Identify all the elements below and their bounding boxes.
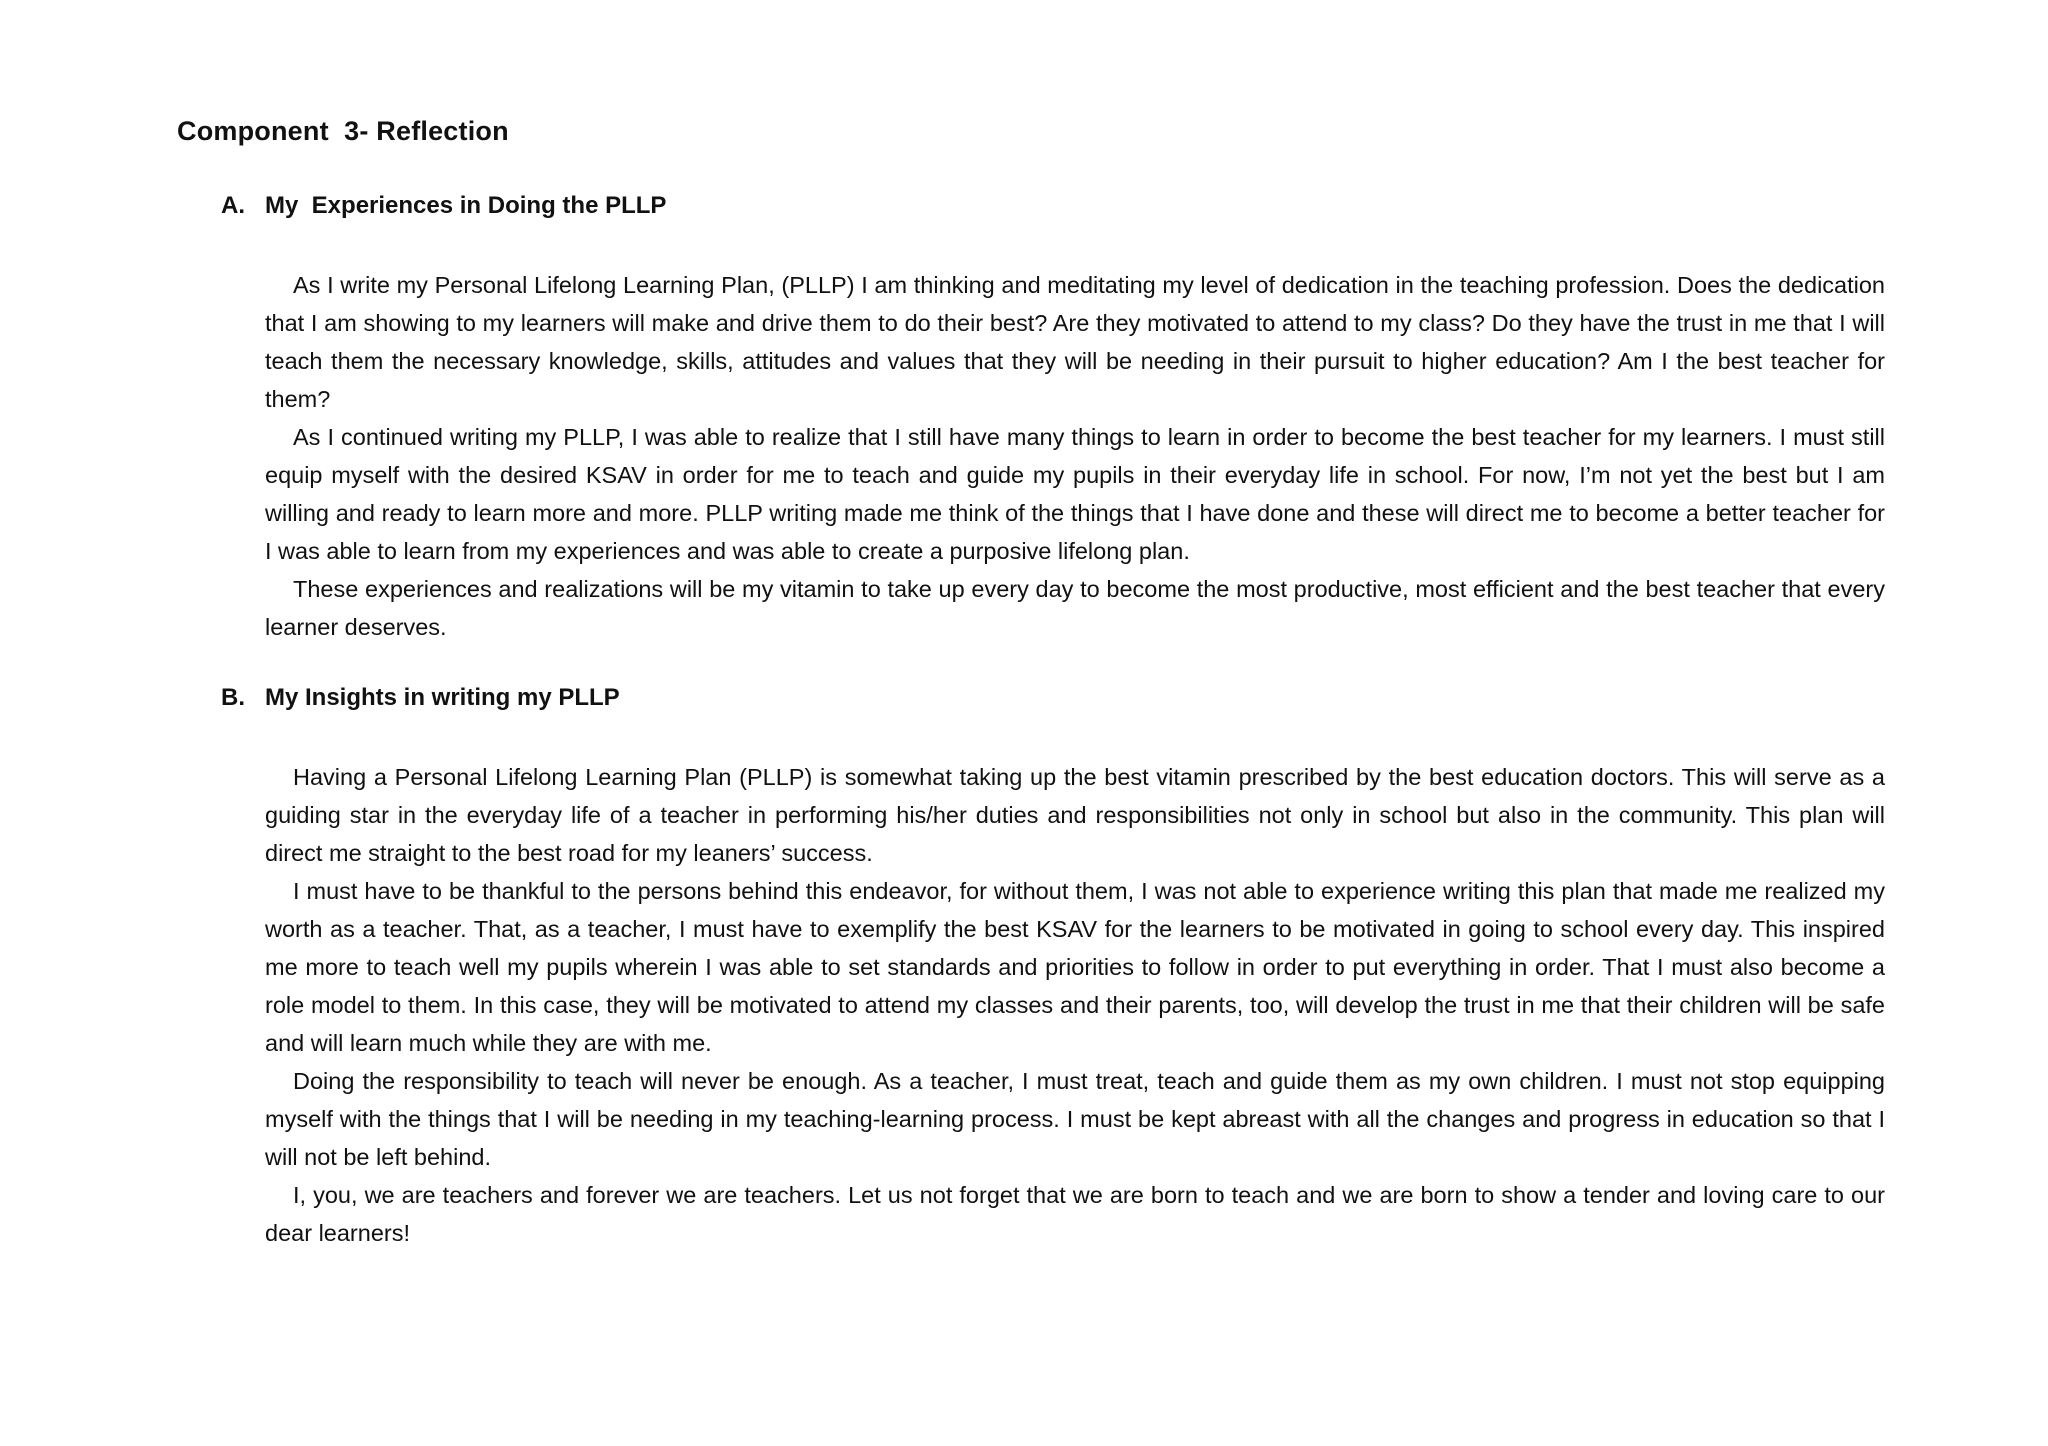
paragraph: These experiences and realizations will be my vitamin to take up every day to become the most productive, most efficient and the best teacher that every learner deserves. [265, 576, 1885, 640]
section-heading-text: My Insights in writing my PLLP [265, 684, 620, 711]
section-body [265, 266, 1885, 646]
paragraph: I must have to be thankful to the persons behind this endeavor, for without them, I was not able to experience writing this plan that made me realized my worth as a teacher. That, as a teacher, I must have to exemplify the best KSAV for the learners to be motivated in going to school every day. This inspired me more to teach well my pupils wherein I was able to set standards and priorities to follow in order to put everything in order. That I must also become a role model to them. In this case, they will be motivated to attend my classes and their parents, too, will develop the trust in me that their children will be safe and will learn much while they are with me. [265, 878, 1885, 1056]
paragraph: I, you, we are teachers and forever we are teachers. Let us not forget that we are born to teach and we are born to show a tender and loving care to our dear learners! [265, 1182, 1885, 1246]
section-letter: B. [221, 684, 245, 711]
paragraph: Having a Personal Lifelong Learning Plan (PLLP) is somewhat taking up the best vitamin prescribed by the best education doctors. This will serve as a guiding star in the everyday life of a teacher in performing his/her duties and responsibilities not only in school but also in the community. This plan will direct me straight to the best road for my leaners’ success. [265, 764, 1885, 866]
section-heading-text: My Experiences in Doing the PLLP [265, 192, 667, 219]
section-body [265, 758, 1885, 1252]
paragraph: Doing the responsibility to teach will never be enough. As a teacher, I must treat, teach and guide them as my own children. I must not stop equipping myself with the things that I will be needing in my teaching-learning process. I must be kept abreast with all the changes and progress in education so that I will not be left behind. [265, 1068, 1885, 1170]
paragraph: As I continued writing my PLLP, I was able to realize that I still have many things to learn in order to become the best teacher for my learners. I must still equip myself with the desired KSAV in order for me to teach and guide my pupils in their everyday life in school. For now, I’m not yet the best but I am willing and ready to learn more and more. PLLP writing made me think of the things that I have done and these will direct me to become a better teacher for I was able to learn from my experiences and was able to create a purposive lifelong plan. [265, 424, 1885, 564]
section-letter: A. [221, 192, 245, 219]
paragraph: As I write my Personal Lifelong Learning Plan, (PLLP) I am thinking and meditating my level of dedication in the teaching profession. Does the dedication that I am showing to my learners will make and drive them to do their best? Are they motivated to attend to my class? Do they have the trust in me that I will teach them the necessary knowledge, skills, attitudes and values that they will be needing in their pursuit to higher education? Am I the best teacher for them? [265, 272, 1885, 412]
document-title: Component 3- Reflection [177, 116, 509, 146]
